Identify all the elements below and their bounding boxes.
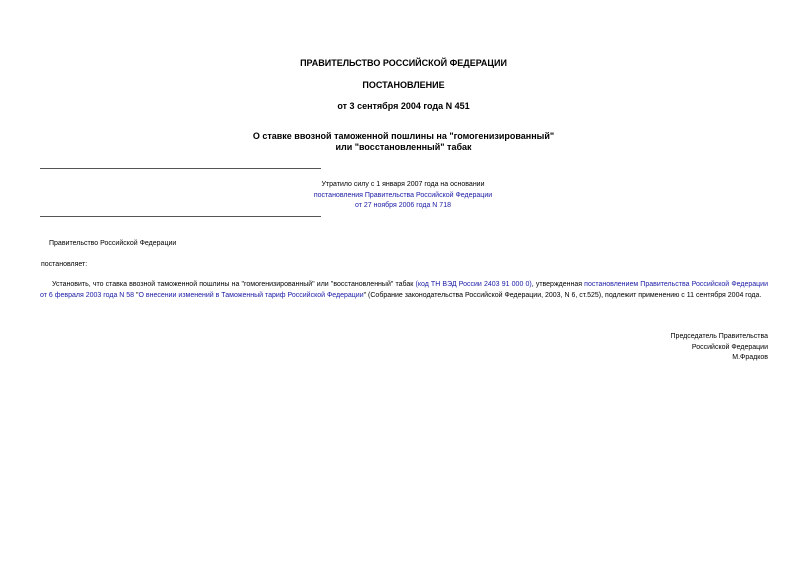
status-note-text: Утратило силу с 1 января 2007 года на основании: [321, 181, 485, 188]
paragraph-text-part2: , утвержденная: [531, 281, 585, 288]
resolves-text: постановляет:: [41, 261, 88, 268]
repealing-decree-date-link[interactable]: от 27 ноября 2006 года N 718: [355, 202, 451, 209]
paragraph-text-part4: " (Собрание законодательства Российской Федерации, 2003, N 6, ст.525), подлежит применению с 11 сентября 2004 года.: [363, 292, 762, 299]
repealing-decree-link[interactable]: постановления Правительства Российской Федерации: [313, 192, 493, 199]
issuer-text: Правительство Российской Федерации: [49, 240, 177, 247]
customs-code-link[interactable]: (код ТН ВЭД России 2403 91 000 0): [415, 281, 532, 288]
paragraph-text-part3: ": [134, 292, 139, 299]
status-note-link-line2: [290, 200, 516, 211]
document-type-heading: ПОСТАНОВЛЕНИЕ: [362, 80, 445, 90]
subject-heading-line2: или "восстановленный" табак: [335, 142, 472, 152]
government-heading: ПРАВИТЕЛЬСТВО РОССИЙСКОЙ ФЕДЕРАЦИИ: [300, 58, 507, 68]
status-note-divider-top: [40, 168, 321, 169]
paragraph-text-part1: Установить, что ставка ввозной таможенной пошлины на "гомогенизированный" или "восстановленный" табак: [52, 281, 416, 288]
customs-tariff-amendment-link[interactable]: О внесении изменений в Таможенный тариф Российской Федерации: [138, 292, 364, 299]
resolution-paragraph: [40, 279, 768, 301]
date-number-heading: от 3 сентября 2004 года N 451: [337, 101, 470, 111]
signatory-name: М.Фрадков: [732, 354, 768, 361]
approving-decree-link[interactable]: постановлением Правительства Российской Федерации от 6 февраля 2003 года N 58: [40, 281, 768, 299]
signatory-title-line1: Председатель Правительства: [670, 333, 768, 340]
status-note-divider-bottom: [40, 216, 321, 217]
subject-heading-line1: О ставке ввозной таможенной пошлины на "гомогенизированный": [252, 131, 555, 141]
signatory-title-line2: Российской Федерации: [691, 344, 768, 351]
